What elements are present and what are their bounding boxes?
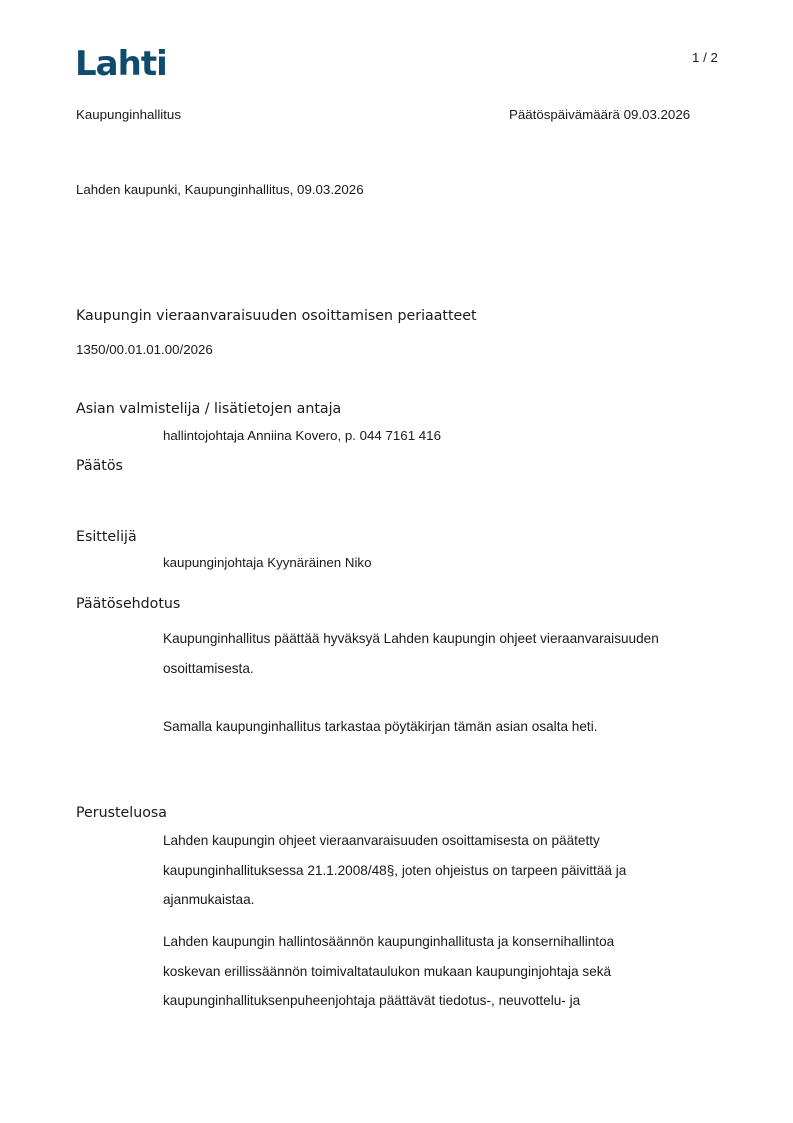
text-line: Lahden kaupungin hallintosäännön kaupunginhallitusta ja konsernihallintoa bbox=[163, 934, 615, 949]
case-title: Kaupungin vieraanvaraisuuden osoittamisen periaatteet bbox=[76, 308, 477, 324]
page-number: 1 / 2 bbox=[692, 50, 718, 65]
meeting-line: Lahden kaupunki, Kaupunginhallitus, 09.03.2026 bbox=[76, 182, 364, 197]
body-name: Kaupunginhallitus bbox=[76, 107, 181, 122]
rationale-paragraph-1 bbox=[163, 826, 723, 915]
proposal-paragraph-2 bbox=[163, 712, 723, 742]
case-reference: 1350/00.01.01.00/2026 bbox=[76, 342, 213, 357]
decision-date: Päätöspäivämäärä 09.03.2026 bbox=[509, 107, 691, 122]
proposal-paragraph-1 bbox=[163, 624, 723, 683]
presenter-heading: Esittelijä bbox=[76, 529, 137, 545]
text-line: Samalla kaupunginhallitus tarkastaa pöytäkirjan tämän asian osalta heti. bbox=[163, 719, 598, 734]
text-line: Kaupunginhallitus päättää hyväksyä Lahden kaupungin ohjeet vieraanvaraisuuden bbox=[163, 631, 659, 646]
text-line: Lahden kaupungin ohjeet vieraanvaraisuuden osoittamisesta on päätetty bbox=[163, 833, 600, 848]
lahti-logo: Lahti bbox=[75, 44, 167, 84]
preparer-value: hallintojohtaja Anniina Kovero, p. 044 7161 416 bbox=[163, 428, 441, 443]
text-line: osoittamisesta. bbox=[163, 660, 254, 676]
decision-heading: Päätös bbox=[76, 458, 123, 474]
text-line: kaupunginhallituksessa 21.1.2008/48§, joten ohjeistus on tarpeen päivittää ja bbox=[163, 862, 627, 878]
presenter-value: kaupunginjohtaja Kyynäräinen Niko bbox=[163, 555, 372, 570]
rationale-paragraph-2 bbox=[163, 927, 723, 1016]
preparer-heading: Asian valmistelija / lisätietojen antaja bbox=[76, 401, 342, 417]
proposal-heading: Päätösehdotus bbox=[76, 596, 181, 612]
text-line: ajanmukaistaa. bbox=[163, 892, 255, 907]
text-line: kaupunginhallituksenpuheenjohtaja päättävät tiedotus-, neuvottelu- ja bbox=[163, 993, 581, 1008]
rationale-heading: Perusteluosa bbox=[76, 805, 167, 821]
text-line: koskevan erillissäännön toimivaltataulukon mukaan kaupunginjohtaja sekä bbox=[163, 963, 612, 979]
